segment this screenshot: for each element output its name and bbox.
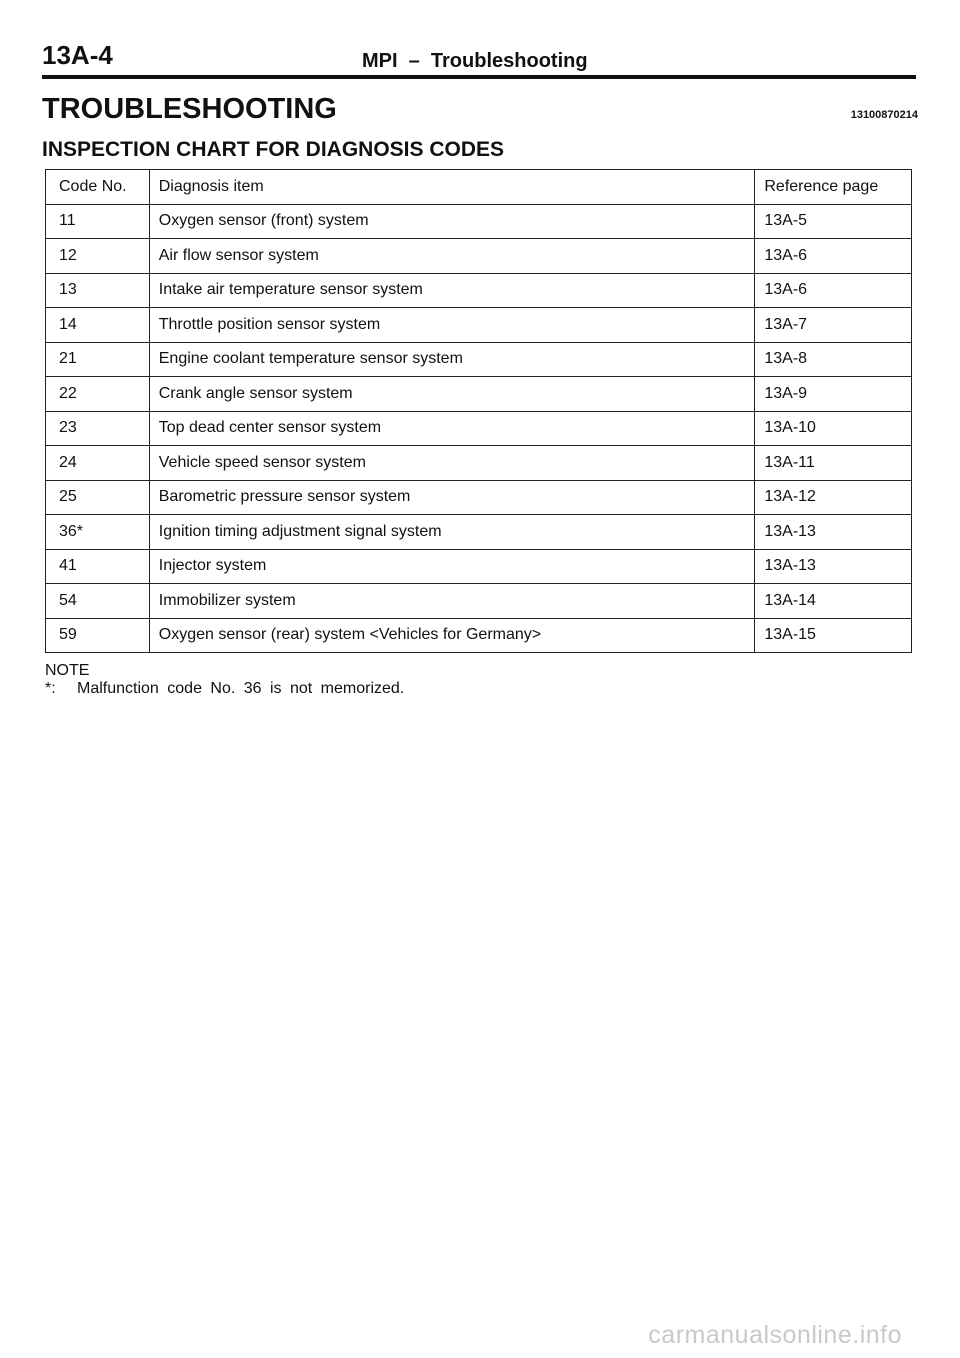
site-watermark: carmanualsonline.info: [648, 1321, 902, 1349]
diagnosis-item-cell: Intake air temperature sensor system: [149, 273, 755, 308]
diagnosis-item-cell: Ignition timing adjustment signal system: [149, 515, 755, 550]
diagnosis-item-cell: Barometric pressure sensor system: [149, 480, 755, 515]
table-row: [46, 618, 912, 653]
table-row: [46, 480, 912, 515]
diagnosis-item-cell: Vehicle speed sensor system: [149, 446, 755, 481]
code-cell: 41: [46, 549, 150, 584]
diagnosis-item-cell: Air flow sensor system: [149, 239, 755, 274]
code-cell: 14: [46, 308, 150, 343]
reference-page-cell: 13A-8: [755, 342, 912, 377]
diagnosis-item-cell: Top dead center sensor system: [149, 411, 755, 446]
code-cell: 25: [46, 480, 150, 515]
table-row: [46, 273, 912, 308]
reference-page-cell: 13A-12: [755, 480, 912, 515]
code-cell: 54: [46, 584, 150, 619]
code-cell: 23: [46, 411, 150, 446]
reference-page-cell: 13A-7: [755, 308, 912, 343]
reference-page-cell: 13A-6: [755, 273, 912, 308]
code-cell: 36*: [46, 515, 150, 550]
note-text: [45, 679, 404, 699]
reference-page-cell: 13A-6: [755, 239, 912, 274]
reference-page-cell: 13A-9: [755, 377, 912, 412]
column-header-code: Code No.: [46, 170, 150, 205]
reference-page-cell: 13A-13: [755, 549, 912, 584]
table-row: [46, 549, 912, 584]
table-row: [46, 239, 912, 274]
column-header-diagnosis-item: Diagnosis item: [149, 170, 755, 205]
code-cell: 12: [46, 239, 150, 274]
note-body: Malfunction code No. 36 is not memorized.: [77, 680, 405, 697]
note-label: NOTE: [45, 662, 90, 679]
document-id: 13100870214: [850, 109, 918, 121]
diagnosis-item-cell: Throttle position sensor system: [149, 308, 755, 343]
table-row: [46, 342, 912, 377]
code-cell: 11: [46, 204, 150, 239]
table-row: [46, 204, 912, 239]
reference-page-cell: 13A-14: [755, 584, 912, 619]
running-header-title: MPI – Troubleshooting: [362, 50, 588, 72]
reference-page-cell: 13A-5: [755, 204, 912, 239]
diagnosis-code-table: [45, 169, 912, 653]
diagnosis-item-cell: Oxygen sensor (front) system: [149, 204, 755, 239]
table-row: [46, 446, 912, 481]
header-rule: [42, 75, 916, 79]
reference-page-cell: 13A-15: [755, 618, 912, 653]
page-number: 13A-4: [42, 40, 113, 70]
section-title: TROUBLESHOOTING: [42, 93, 337, 125]
table-row: [46, 377, 912, 412]
code-cell: 59: [46, 618, 150, 653]
code-cell: 21: [46, 342, 150, 377]
column-header-reference-page: Reference page: [755, 170, 912, 205]
chart-title: INSPECTION CHART FOR DIAGNOSIS CODES: [42, 138, 505, 161]
diagnosis-item-cell: Crank angle sensor system: [149, 377, 755, 412]
table-row: [46, 584, 912, 619]
diagnosis-item-cell: Immobilizer system: [149, 584, 755, 619]
diagnosis-item-cell: Injector system: [149, 549, 755, 584]
table-row: [46, 308, 912, 343]
table-row: [46, 515, 912, 550]
note-marker: *:: [45, 680, 56, 697]
reference-page-cell: 13A-11: [755, 446, 912, 481]
reference-page-cell: 13A-13: [755, 515, 912, 550]
table-header-row: [46, 170, 912, 205]
code-cell: 22: [46, 377, 150, 412]
diagnosis-item-cell: Engine coolant temperature sensor system: [149, 342, 755, 377]
diagnosis-item-cell: Oxygen sensor (rear) system <Vehicles for Germany>: [149, 618, 755, 653]
reference-page-cell: 13A-10: [755, 411, 912, 446]
code-cell: 13: [46, 273, 150, 308]
code-cell: 24: [46, 446, 150, 481]
table-row: [46, 411, 912, 446]
